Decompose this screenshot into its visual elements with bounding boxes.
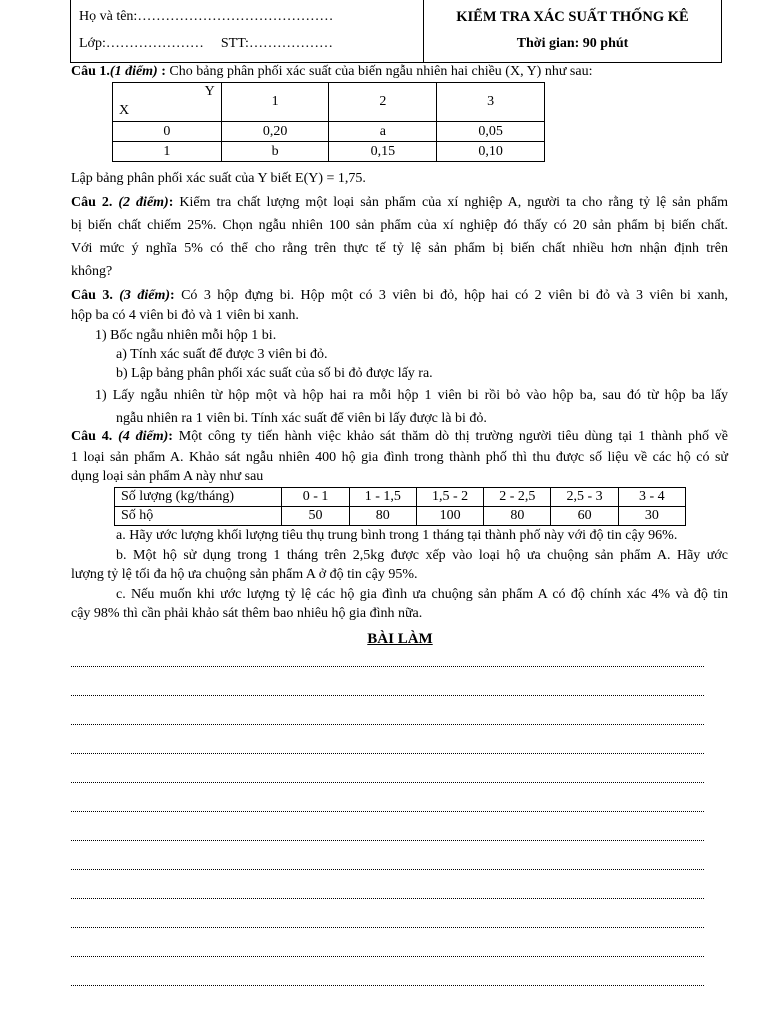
q4-interval: 2 - 2,5	[484, 488, 551, 507]
q1-table-row	[113, 142, 545, 162]
q2-line-4: không?	[71, 264, 113, 279]
q4-interval: 2,5 - 3	[551, 488, 618, 507]
q1-task: Lập bảng phân phối xác suất của Y biết E(Y) = 1,75.	[71, 171, 366, 186]
q1-cell: b	[221, 142, 329, 162]
q4-lead: Câu 4. (4 điểm):	[71, 429, 173, 444]
q1-corner-y: Y	[204, 84, 215, 99]
q4-count: 100	[416, 507, 483, 526]
q1-joint-table	[112, 82, 545, 162]
exam-time: Thời gian: 90 phút	[516, 36, 629, 51]
answer-line[interactable]	[71, 753, 704, 754]
q1-col-header: 1	[221, 83, 329, 122]
q1-cell: a	[329, 122, 437, 142]
q1-corner-x: X	[119, 103, 130, 118]
answer-line[interactable]	[71, 956, 704, 957]
header-box	[70, 0, 722, 63]
q4-part-c-line-2: cậy 98% thì cần phải khảo sát thêm bao nhiêu hộ gia đình nữa.	[71, 606, 423, 621]
q1-cell: 0,15	[329, 142, 437, 162]
class-field: Lớp:…………………	[79, 36, 204, 51]
q3-text: Có 3 hộp đựng bi. Hộp một có 3 viên bi đỏ, hộp hai có 2 viên bi đỏ và 3 viên bi xanh,	[174, 288, 728, 303]
q4-row-label: Số hộ	[115, 507, 282, 526]
q4-interval: 3 - 4	[618, 488, 685, 507]
name-field: Họ và tên:……………………………………	[79, 9, 334, 24]
q1-col-header: 2	[329, 83, 437, 122]
q4-count: 80	[349, 507, 416, 526]
q4-count: 30	[618, 507, 685, 526]
q4-text: Một công ty tiến hành việc khảo sát thăm dò thị trường người tiêu dùng tại 1 thành phố về	[172, 429, 729, 444]
q1-corner-cell	[113, 83, 222, 122]
q4-table-row	[115, 507, 686, 526]
q2-text: Kiểm tra chất lượng một loại sản phẩm của xí nghiệp A, người ta cho rằng tỷ lệ sản phẩm	[173, 195, 728, 210]
answer-line[interactable]	[71, 927, 704, 928]
q1-lead: Câu 1.(1 điểm) :	[71, 64, 166, 79]
q4-count: 80	[484, 507, 551, 526]
answer-line[interactable]	[71, 869, 704, 870]
q2-line-1	[71, 191, 728, 215]
q4-part-a: a. Hãy ước lượng khối lượng tiêu thụ trung bình trong 1 tháng tại thành phố này với độ tin cậy 96%.	[116, 528, 678, 543]
q1-cell: 0,20	[221, 122, 329, 142]
q2-line-3: Với mức ý nghĩa 5% có thể cho rằng trên thực tế tỷ lệ sản phẩm bị biến chất nhiều hơn nhận định trên	[71, 241, 728, 256]
q4-count: 50	[282, 507, 349, 526]
q3-item-2-line-2: ngẫu nhiên ra 1 viên bi. Tính xác suất để viên bi lấy được là bi đỏ.	[116, 411, 487, 426]
answer-title: BÀI LÀM	[367, 631, 433, 647]
q3-item-2-line-1: 1) Lấy ngẫu nhiên từ hộp một và hộp hai ra mỗi hộp 1 viên bi rồi bỏ vào hộp ba, sau đó từ hộp ba lấy	[95, 388, 728, 403]
q1-table-row	[113, 122, 545, 142]
q4-interval: 1,5 - 2	[416, 488, 483, 507]
q2-lead: Câu 2. (2 điểm):	[71, 195, 174, 210]
q4-count: 60	[551, 507, 618, 526]
q4-part-c-line-1: c. Nếu muốn khi ước lượng tỷ lệ các hộ gia đình ưa chuộng sản phẩm A có độ chính xác 4% và độ tin	[116, 587, 728, 602]
q1-row-header: 1	[113, 142, 222, 162]
q4-part-b-line-1: b. Một hộ sử dụng trong 1 tháng trên 2,5kg được xếp vào loại hộ ưa chuộng sản phẩm A. Hãy ước	[116, 548, 728, 563]
answer-line[interactable]	[71, 782, 704, 783]
exam-title: KIỂM TRA XÁC SUẤT THỐNG KÊ	[456, 9, 689, 25]
class-stt-field	[79, 36, 333, 52]
q1-row-header: 0	[113, 122, 222, 142]
q1-text: Cho bảng phân phối xác suất của biến ngẫu nhiên hai chiều (X, Y) như sau:	[165, 64, 593, 79]
stt-field: STT:………………	[220, 36, 333, 51]
q4-interval: 1 - 1,5	[349, 488, 416, 507]
answer-line[interactable]	[71, 985, 704, 986]
q4-table-row	[115, 488, 686, 507]
q3-item-1: 1) Bốc ngẫu nhiên mỗi hộp 1 bi.	[95, 328, 277, 343]
q1-col-header: 3	[437, 83, 545, 122]
answer-line[interactable]	[71, 666, 704, 667]
q1-cell: 0,05	[437, 122, 545, 142]
q3-item-1b: b) Lập bảng phân phối xác suất của số bi đỏ được lấy ra.	[116, 366, 433, 381]
q4-interval: 0 - 1	[282, 488, 349, 507]
q2-line-2: bị biến chất chiếm 25%. Chọn ngẫu nhiên 100 sản phẩm của xí nghiệp đó thấy có 20 sản phẩm bị biến chất.	[71, 218, 728, 233]
q1-prompt	[71, 62, 728, 82]
answer-line[interactable]	[71, 898, 704, 899]
q3-lead: Câu 3. (3 điểm):	[71, 288, 175, 303]
q4-part-b-line-2: lượng tỷ lệ tối đa hộ ưa chuộng sản phẩm A ở độ tin cậy 95%.	[71, 567, 418, 582]
q4-line-2: 1 loại sản phẩm A. Khảo sát ngẫu nhiên 400 hộ gia đình trong thành phố thì thu được số liệu về các hộ có sử	[71, 450, 728, 465]
q4-line-3: dụng loại sản phẩm A này như sau	[71, 469, 264, 484]
q1-cell: 0,10	[437, 142, 545, 162]
answer-line[interactable]	[71, 840, 704, 841]
q3-item-1a: a) Tính xác suất để được 3 viên bi đỏ.	[116, 347, 328, 362]
q3-line-2: hộp ba có 4 viên bi đỏ và 1 viên bi xanh.	[71, 308, 299, 323]
q4-row-label: Số lượng (kg/tháng)	[115, 488, 282, 507]
q4-line-1	[71, 426, 728, 448]
q4-frequency-table	[114, 487, 686, 526]
answer-line[interactable]	[71, 724, 704, 725]
q3-line-1	[71, 285, 728, 307]
answer-line[interactable]	[71, 811, 704, 812]
answer-line[interactable]	[71, 695, 704, 696]
